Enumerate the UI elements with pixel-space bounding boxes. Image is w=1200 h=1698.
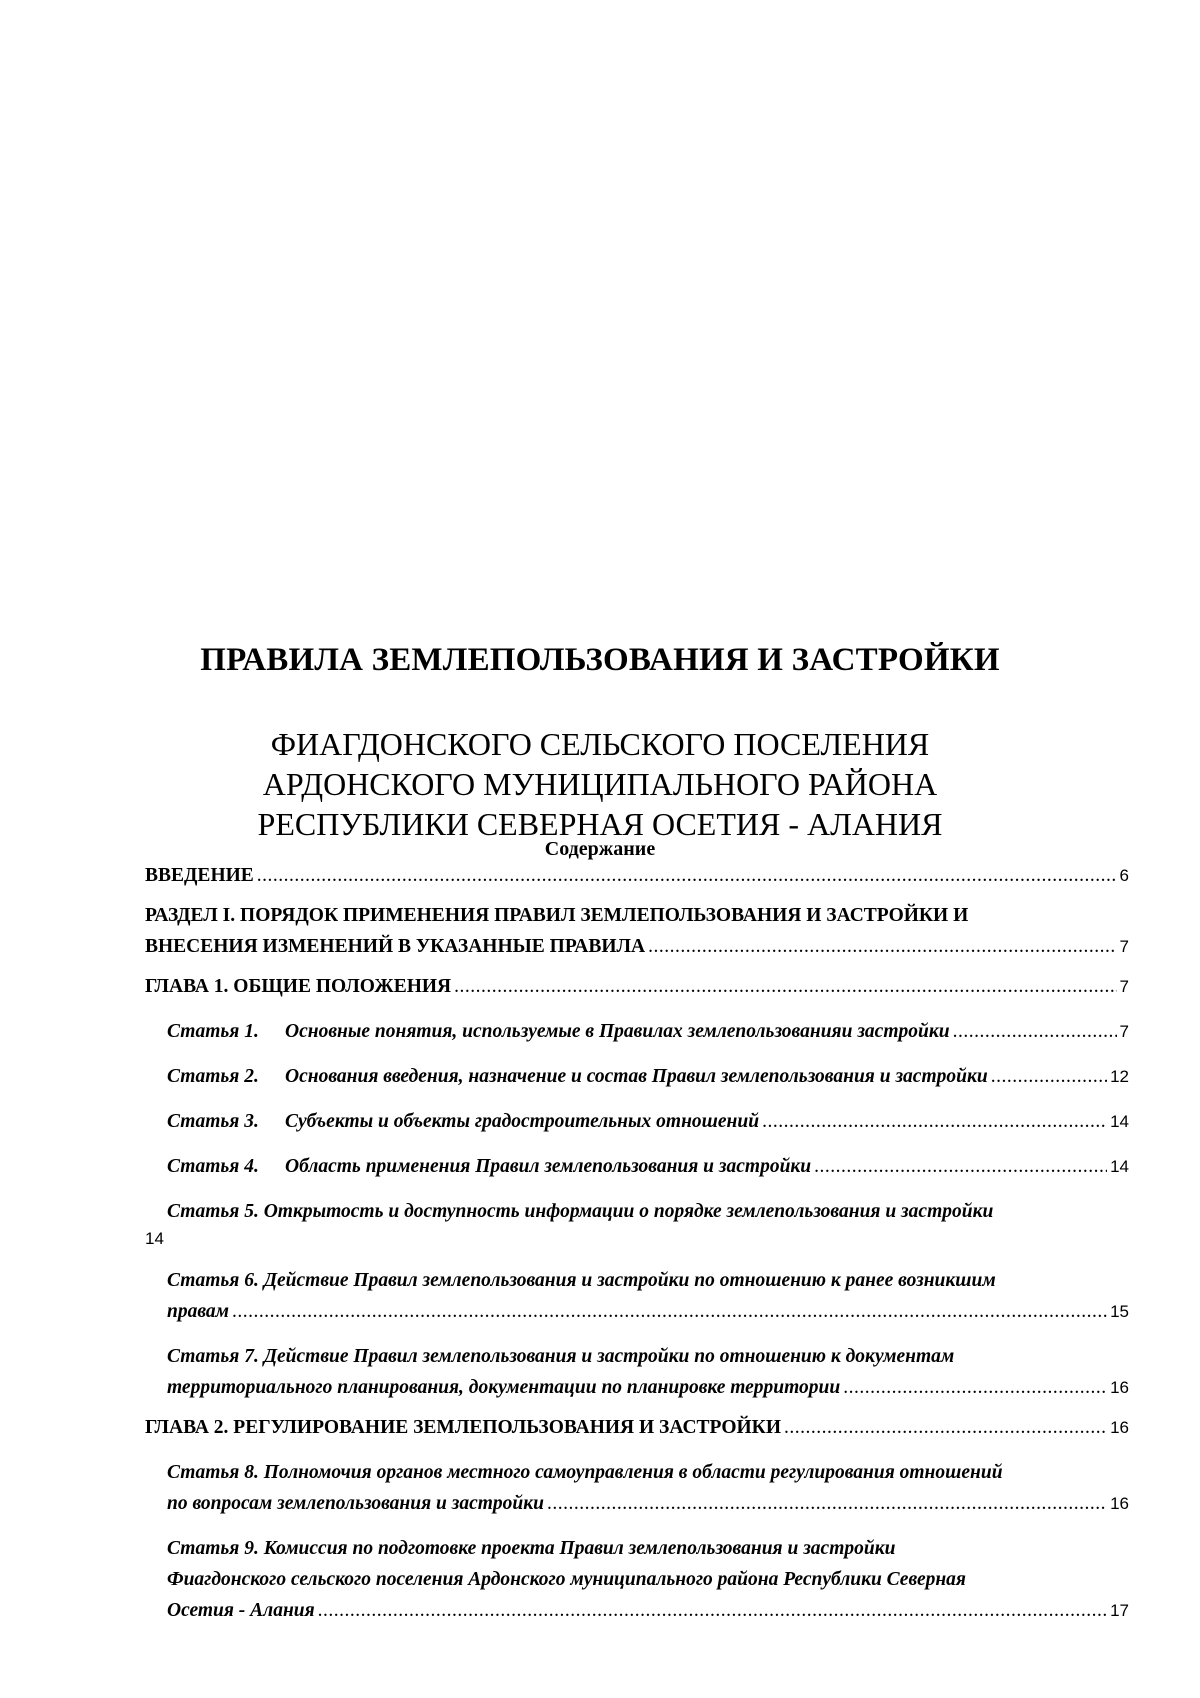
toc-page-number: 16 [1110,1494,1129,1513]
toc-entry-text: Область применения Правил землепользования и застройки [285,1156,812,1177]
toc-entry-article-5[interactable] [145,1196,1129,1251]
toc-entry-chapter-1[interactable] [145,971,1129,1002]
toc-page-number: 7 [1119,1022,1129,1041]
toc-entry-text: Статья 7. Действие Правил землепользования и застройки по отношению к документам [167,1346,955,1367]
toc-entry-text: правам [167,1301,230,1322]
toc-entry-article-8[interactable] [145,1457,1129,1519]
toc-page-number: 6 [1119,866,1129,885]
toc-entry-text: Субъекты и объекты градостроительных отношений [285,1111,760,1132]
toc-page-number: 15 [1110,1302,1129,1321]
dot-leader [953,1016,1117,1047]
dot-leader [762,1106,1107,1137]
toc-entry-text: Осетия - Алания [167,1600,315,1621]
toc-entry-intro[interactable] [145,860,1129,891]
toc-entry-chapter-2[interactable] [145,1412,1129,1443]
toc-entry-text: Статья 8. Полномочия органов местного самоуправления в области регулирования отношений [167,1462,1003,1483]
subtitle-line: ФИАГДОНСКОГО СЕЛЬСКОГО ПОСЕЛЕНИЯ [270,726,930,762]
toc-page-number: 16 [1110,1378,1129,1397]
dot-leader [814,1151,1107,1182]
dot-leader [648,931,1116,962]
toc-entry-text: Статья 6. Действие Правил землепользования и застройки по отношению к ранее возникшим [167,1270,996,1291]
dot-leader [784,1412,1107,1443]
toc-entry-text: Основные понятия, используемые в Правилах землепользованияи застройки [285,1021,950,1042]
toc-entry-text: Фиагдонского сельского поселения Ардонского муниципального района Республики Северная [167,1569,966,1590]
toc-page-number: 14 [1110,1157,1129,1176]
toc-page-number: 16 [1110,1418,1129,1437]
toc-entry-text: Статья 9. Комиссия по подготовке проекта Правил землепользования и застройки [167,1538,896,1559]
dot-leader [991,1061,1107,1092]
toc-page-number: 14 [1110,1112,1129,1131]
toc-entry-section-1[interactable] [145,900,1129,962]
toc-page-number: 14 [145,1229,164,1248]
toc-entry-text: ГЛАВА 2. РЕГУЛИРОВАНИЕ ЗЕМЛЕПОЛЬЗОВАНИЯ И ЗАСТРОЙКИ [145,1417,781,1438]
subtitle-line: РЕСПУБЛИКИ СЕВЕРНАЯ ОСЕТИЯ - АЛАНИЯ [257,806,943,842]
toc-heading: Содержание [544,838,656,860]
document-subtitle [0,724,1200,844]
toc-entry-text: ВНЕСЕНИЯ ИЗМЕНЕНИЙ В УКАЗАННЫЕ ПРАВИЛА [145,936,646,957]
dot-leader [257,860,1117,891]
toc-entry-text: ГЛАВА 1. ОБЩИЕ ПОЛОЖЕНИЯ [145,976,452,997]
dot-leader [454,971,1116,1002]
toc-entry-article-1[interactable] [145,1016,1129,1047]
document-title: ПРАВИЛА ЗЕМЛЕПОЛЬЗОВАНИЯ И ЗАСТРОЙКИ [200,642,1000,678]
dot-leader [318,1595,1107,1626]
article-number: Статья 4. [167,1156,259,1177]
toc-entry-text: РАЗДЕЛ I. ПОРЯДОК ПРИМЕНЕНИЯ ПРАВИЛ ЗЕМЛЕПОЛЬЗОВАНИЯ И ЗАСТРОЙКИ И [145,905,969,926]
subtitle-line: АРДОНСКОГО МУНИЦИПАЛЬНОГО РАЙОНА [262,766,938,802]
toc-page-number: 7 [1119,977,1129,996]
toc-entry-text: Основания введения, назначение и состав Правил землепользования и застройки [285,1066,988,1087]
article-number: Статья 2. [167,1066,259,1087]
toc-entry-article-4[interactable] [145,1151,1129,1182]
toc-entry-article-6[interactable] [145,1265,1129,1327]
toc-entry-text: Статья 5. Открытость и доступность информации о порядке землепользования и застройки [167,1201,994,1222]
article-number: Статья 1. [167,1021,259,1042]
toc-entry-text: ВВЕДЕНИЕ [145,865,254,886]
toc-entry-article-7[interactable] [145,1341,1129,1403]
toc-entry-article-3[interactable] [145,1106,1129,1137]
toc-page-number: 7 [1119,937,1129,956]
toc-entry-article-9[interactable] [145,1533,1129,1626]
article-number: Статья 3. [167,1111,259,1132]
toc-entry-text: территориального планирования, документации по планировке территории [167,1377,841,1398]
toc-entry-article-2[interactable] [145,1061,1129,1092]
toc-page-number: 12 [1110,1067,1129,1086]
table-of-contents [145,860,1129,1626]
toc-entry-text: по вопросам землепользования и застройки [167,1493,544,1514]
dot-leader [843,1372,1107,1403]
toc-page-number: 17 [1110,1601,1129,1620]
dot-leader [232,1296,1107,1327]
dot-leader [547,1488,1107,1519]
